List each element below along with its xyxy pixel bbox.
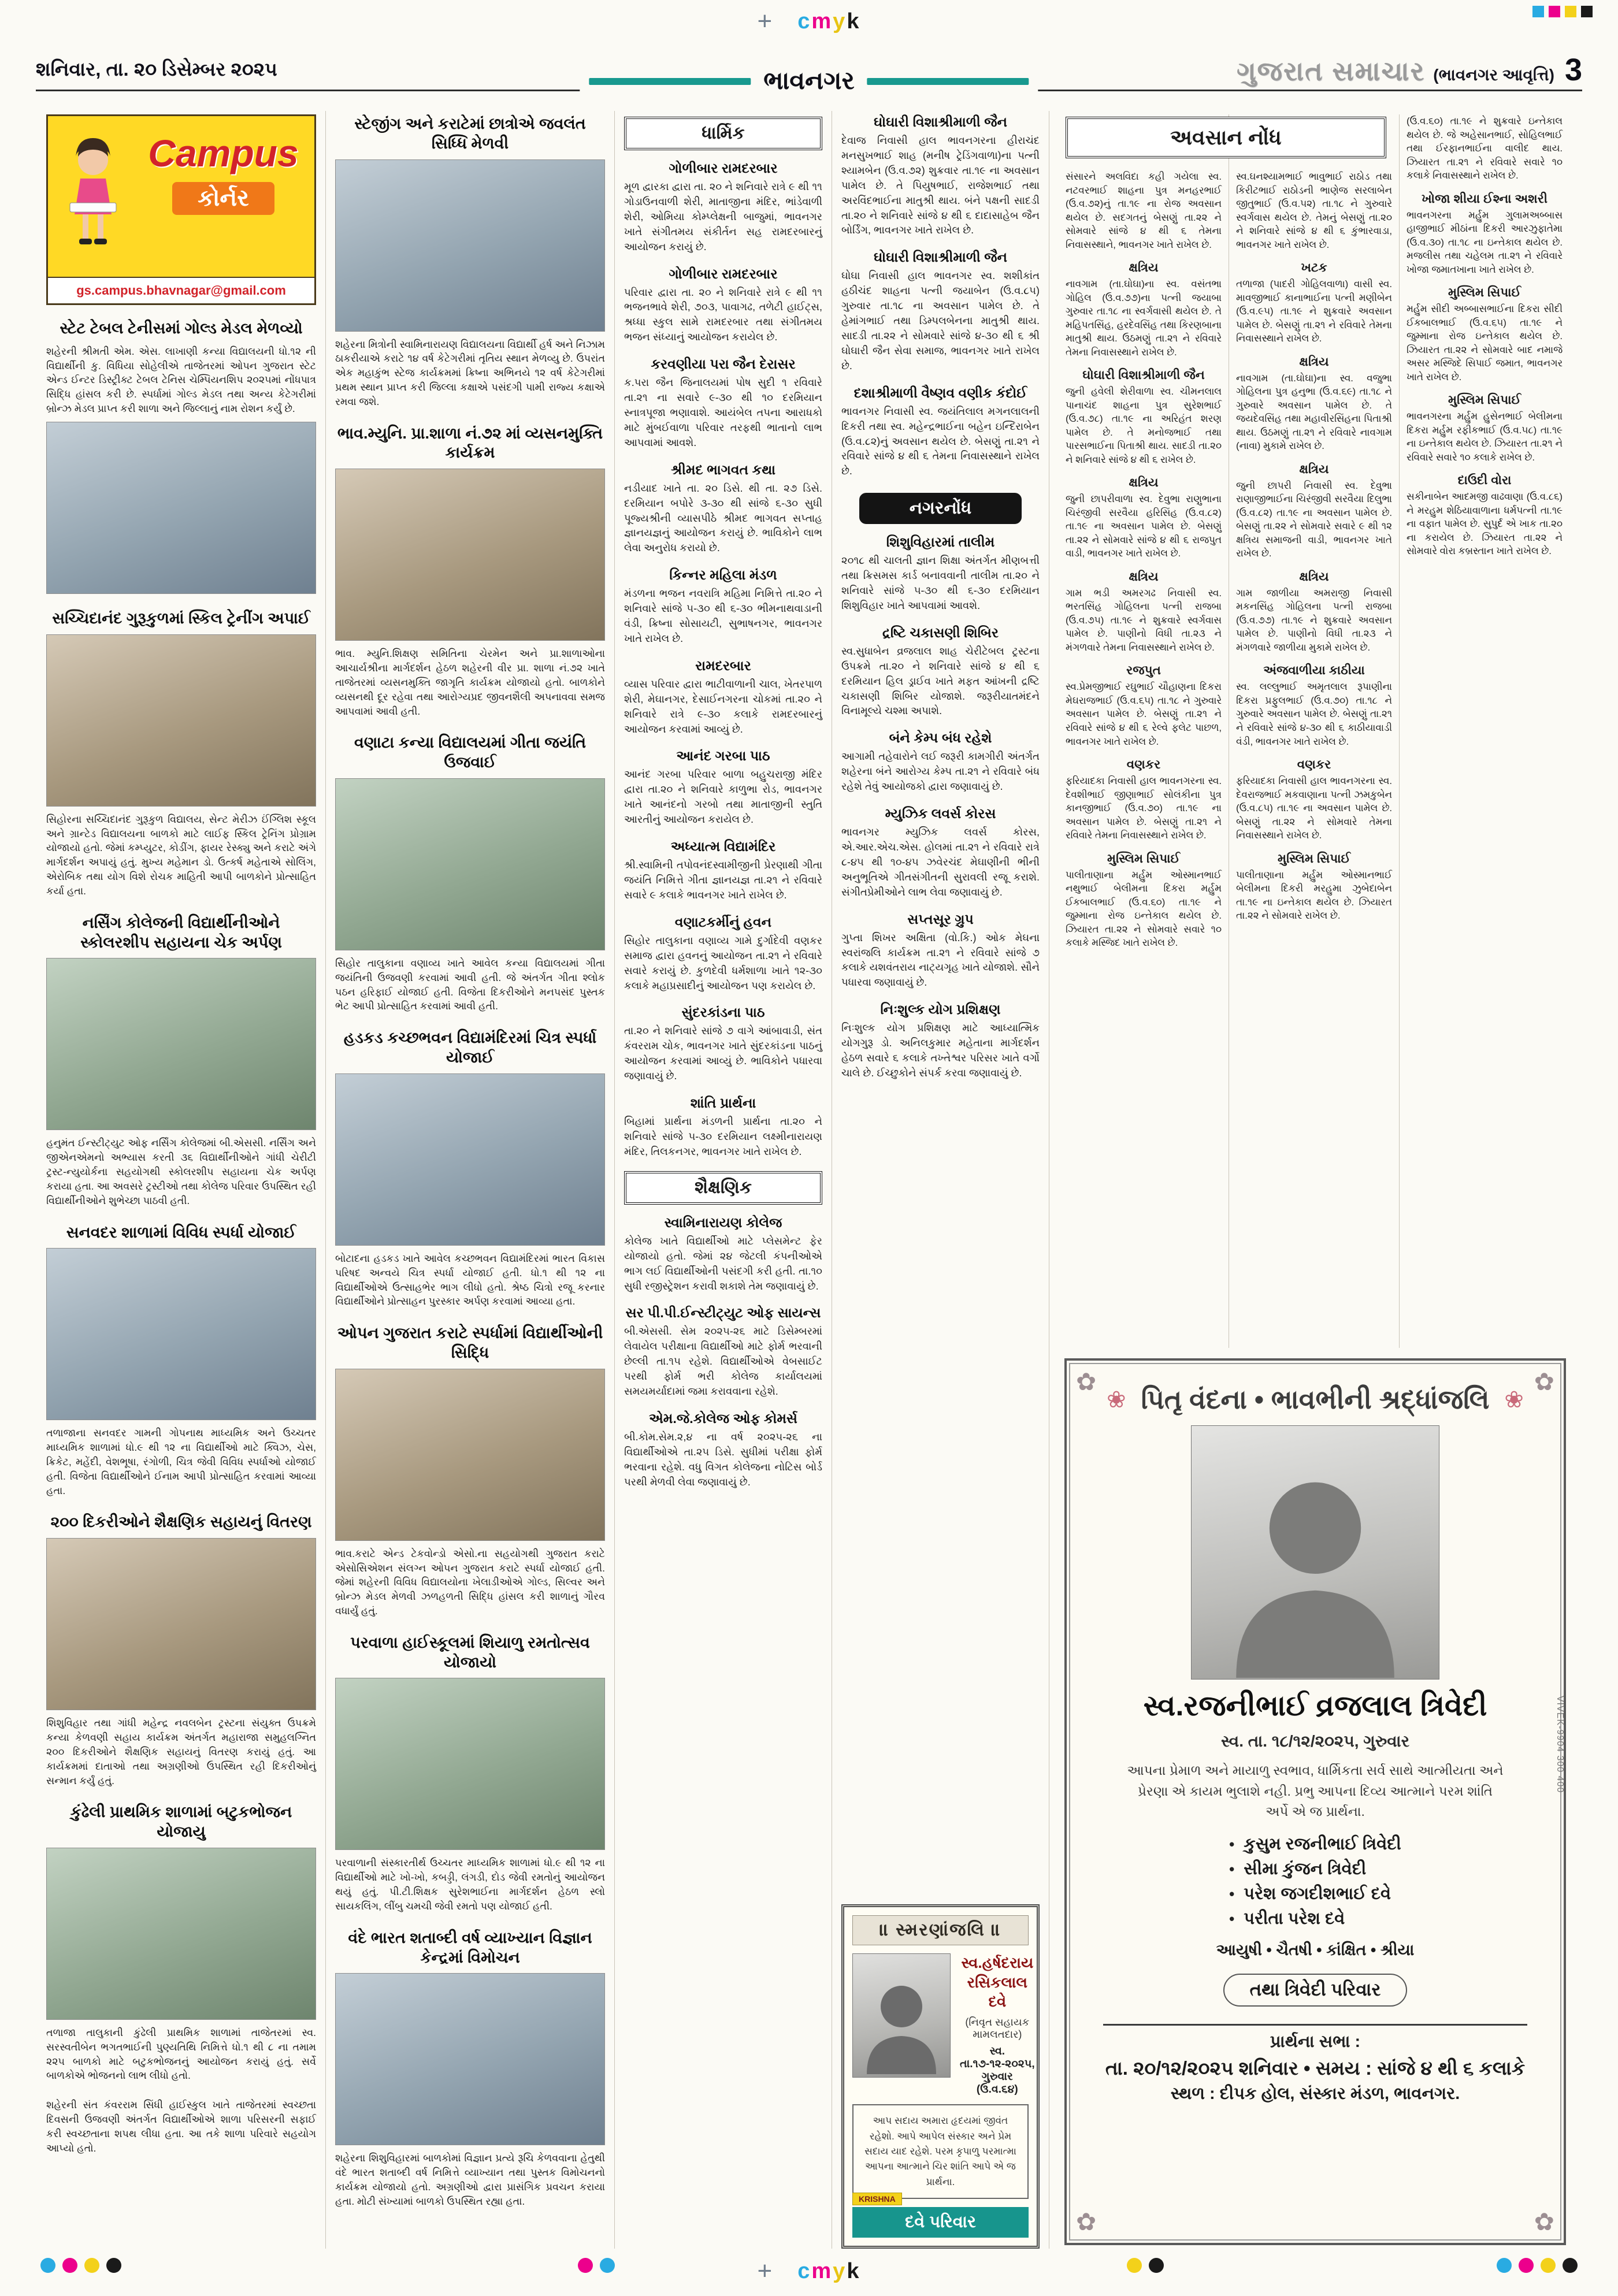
obituary-community: મુસ્લિમ સિપાઈ — [1277, 851, 1351, 865]
obituary-entry — [1236, 570, 1392, 655]
obituary-entry — [1236, 170, 1392, 251]
smaran-body — [852, 1953, 1035, 2096]
article — [46, 1803, 316, 2083]
obituary-entry — [1236, 261, 1392, 345]
obituary-entry — [1407, 393, 1563, 464]
campus-email-link[interactable]: gs.campus.bhavnagar@gmail.com — [48, 277, 314, 303]
news-item-body: ભાવનગર મ્યુઝિક લવર્સ કોરસ, એ.આર.એચ.એસ. હોલમાં તા.૨૧ ને રવિવારે રાત્રે ૮-૪૫ થી ૧૦-૪૫ ઝવેરચંદ મેઘાણીની ભીની અનુભૂતિએ ગીતસંગીતની સુરાવલી રજૂ કરાશે. સંગીતપ્રેમીઓને લાભ લેવા જણાવાયું છે. — [841, 826, 1040, 898]
cyan-dot — [1497, 2258, 1512, 2273]
portrait-silhouette-icon — [1211, 1448, 1419, 1679]
article — [46, 319, 316, 594]
news-item-body: બિહામાં પ્રાર્થના મંડળની પ્રાર્થના તા.૨૦ ને શનિવારે સાંજે ૫-૩૦ દરમિયાન લક્ષ્મીનારાયણ મંદિર, તિલકનગર, ભાવનગર ખાતે રાખેલ છે. — [624, 1116, 822, 1157]
obituary-body: નાવગામ (તા.ઘોઘા)ના સ્વ. વસંતભા ગોહિલ (ઉ.વ.૭૭)ના પત્ની જયાબા ગુરુવાર તા.૧૮ ના સ્વર્ગવાસી થયેલ છે. તે મહિપતસિંહ, હરદેવસિંહ તથા કિરણબાના માતુશ્રી થાય. ઉઠમણું તા.૨૧ ને રવિવારે તેમના નિવાસસ્થાને રાખેલ છે. — [1066, 278, 1222, 358]
article-photo — [46, 634, 316, 807]
obituary-community: વણકર — [1126, 757, 1161, 772]
smaran-title: ॥ સ્મરણાંજલિ ॥ — [852, 1915, 1029, 1945]
family-member — [1229, 1885, 1401, 1904]
cmyk-mark: cmyk — [797, 9, 861, 34]
obituary-body: સ્વ.ઘનશ્યામભાઈ ભાવુભાઈ રાઠોડ તથા કિરીટભાઈ રાઠોડની ભાણેજ સરલાબેન જીતુભાઈ (ઉ.વ.૫૨) તા.૧૮ ને ગુરુવારે સ્વર્ગવાસ થયેલ છે. તેમનું બેસણું તા.૨૦ ને શનિવારે સાંજે ૪ થી ૬ કુંભારવાડા, ભાવનગર ખાતે રાખેલ છે. — [1236, 171, 1392, 250]
news-item-body: દેવાજ નિવાસી હાલ ભાવનગરના હીરાચંદ મનસુખભાઈ શાહ (મનીષ ટ્રેડિંગવાળા)ના પત્ની શ્યામબેન (ઉ.વ.૭૨) શુક્રવાર તા.૧૯ ના અવસાન પામેલ છે. તે પિયુષભાઈ, રાજેશભાઈ તથા અરવિંદભાઈના માતુશ્રી થાય. બંને પક્ષની સાદડી તા.૨૦ ને શનિવારે સાંજે ૪ થી ૬ દાદાસાહેબ જૈન બોર્ડિંગ, ભાવનગર ખાતે રાખેલ છે. — [841, 135, 1040, 236]
news-item-heading: મ્યુઝિક લવર્સ કોરસ — [885, 806, 996, 822]
bullet-icon: • — [1229, 1860, 1235, 1878]
obituary-entry — [1236, 852, 1392, 923]
column-5 — [1049, 111, 1579, 2249]
shaikshanik-items — [624, 1215, 822, 1490]
black-dot — [1563, 2258, 1578, 2273]
color-calibration-squares — [1532, 6, 1593, 17]
news-item-body: વ્યાસ પરિવાર દ્વારા ભાટીવાળાની ચાલ, ખેતરપાળ શેરી, મેઘાનગર, દેસાઈનગરના ચોકમાં તા.૨૦ ને શનિવારે રાત્રે ૯-૩૦ કલાકે રામદરબારનું આયોજન કરવામાં આવ્યું છે. — [624, 678, 822, 735]
news-item-heading: બંને કેમ્પ બંધ રહેશે — [889, 730, 992, 746]
cyan-dot — [600, 2258, 615, 2273]
obituary-community: રજપુત — [1126, 663, 1161, 678]
obituary-community: મુસ્લિમ સિપાઈ — [1448, 285, 1521, 300]
news-item-body: સિહોર તાલુકાના વણાવ્ય ગામે દુર્ગાદેવી વણકર સમાજ દ્વારા હવનનું આયોજન તા.૨૧ ને રવિવારે સવારે કરાયું છે. કુળદેવી ધર્મશાળા ખાતે ૧૨-૩૦ કલાકે મહાપ્રસાદીનું આયોજન પણ કરાયેલ છે. — [624, 934, 822, 991]
news-item — [624, 748, 822, 827]
article — [335, 1028, 605, 1309]
family-member — [1229, 1860, 1401, 1879]
black-square — [1581, 6, 1593, 17]
registration-dots-mid-right — [1127, 2258, 1164, 2273]
obituary-community: અંજવાળીયા કાઠીયા — [1263, 663, 1365, 678]
registration-dots-right — [1497, 2258, 1578, 2273]
obituary-body: તળાજા (પાદરી ગોહિલવાળા) વાસી સ્વ. માવજીભાઈ કાનાભાઈના પત્ની મણીબેન (ઉ.વ.૯૫) તા.૧૯ ને શુક્રવારે અવસાન પામેલ છે. બેસણું તા.૨૧ ને રવિવારે તેમના નિવાસસ્થાને રાખેલ છે. — [1236, 278, 1392, 344]
article — [335, 1324, 605, 1618]
article — [46, 1513, 316, 1788]
obituary-entry — [1236, 663, 1392, 748]
deceased-name: સ્વ.હર્ષદરાય રસિકલાલ દવે — [961, 1953, 1034, 2011]
family-member — [1229, 1835, 1401, 1854]
article-headline: સચ્ચિદાનંદ ગુરૂકુળમાં સ્કિલ ટ્રેનીંગ અપાઈ — [52, 609, 310, 627]
obituary-body: ગામ જાળીયા અમરાજી નિવાસી મકનસિંહ ગોહિલના પત્ની રાજબા (ઉ.વ.૭૭) તા.૧૯ ને શુક્રવારે અવસાન પામેલ છે. પાણીનો વિધી તા.૨૩ ને મંગળવારે જાળીયા મુકામે રાખેલ છે. — [1236, 587, 1392, 653]
news-item — [841, 730, 1040, 794]
pitru-vandana-ad — [1064, 1358, 1566, 2245]
yellow-dot — [1127, 2258, 1142, 2273]
article-photo — [335, 1369, 605, 1541]
article-body: તળાજાના સનવદર ગામની ગોપનાથ માધ્યમિક અને ઉચ્ચતર માધ્યમિક શાળામાં ધો.૯ થી ૧૨ ના વિદ્યાર્થીઓ માટે ક્વિઝ, ચેસ, ક્રિકેટ, મહેંદી, વેશભૂષા, રંગોળી, ચિત્ર જેવી વિવિધ સ્પર્ધાઓ યોજાઈ હતી. વિજેતા વિદ્યાર્થીઓને ઈનામ આપી પ્રોત્સાહિત કરવામાં આવ્યા હતા. — [46, 1427, 316, 1496]
news-item-heading: સુંદરકાંડના પાઠ — [681, 1005, 765, 1020]
registration-dots-left — [40, 2258, 121, 2273]
article-headline: પરવાળા હાઈસ્કૂલમાં શિયાળુ રમતોત્સવ યોજાયો — [350, 1633, 590, 1671]
obituary-body: સંસારને અલવિદા કહી ગયેલા સ્વ. નટવરભાઈ શાહના પુત્ર મનહરભાઈ (ઉ.વ.૭૨)નું તા.૧૯ ના રોજ અવસાન થયેલ છે. સદગતનું બેસણું તા.૨૨ ને સોમવારે સાંજે ૪ થી ૬ તેમના નિવાસસ્થાને, ભાવનગર ખાતે રાખેલ છે. — [1066, 171, 1222, 250]
news-item-heading: શિશુવિહારમાં તાલીમ — [886, 534, 995, 550]
obituary-body: સ્વ.પ્રેમજીભાઈ રઘુભાઈ ચૌહાણના દિકરા મેઘરાજભાઈ (ઉ.વ.૬૫) તા.૧૮ ને ગુરુવારે અવસાન પામેલ છે. બેસણું તા.૨૧ ને રવિવારે સાંજે ૪ થી ૬ રેલ્વે ફલેટ પાછળ, ભાવનગર ખાતે રાખેલ છે. — [1066, 681, 1222, 747]
article-headline: ઓપન ગુજરાત કરાટે સ્પર્ધામાં વિદ્યાર્થીઓની સિદ્ધિ — [337, 1324, 603, 1361]
news-item-heading: ઘોઘારી વિશાશ્રીમાળી જૈન — [873, 114, 1008, 129]
deceased-name: સ્વ.રજનીભાઈ વ્રજલાલ ત્રિવેદી — [1143, 1689, 1487, 1722]
news-item — [624, 1411, 822, 1490]
flower-icon: ❀ — [1504, 1387, 1524, 1413]
bullet-icon: • — [1229, 1909, 1235, 1927]
obituary-entry — [1236, 462, 1392, 560]
obituary-entry — [1066, 170, 1222, 251]
news-item-heading: એમ.જે.કોલેજ ઓફ કોમર્સ — [649, 1410, 797, 1426]
magenta-dot — [578, 2258, 593, 2273]
obituary-community: ખટક — [1301, 261, 1327, 275]
dharmik-items — [624, 161, 822, 1160]
article-body: સિહોરના સચ્ચિદાનંદ ગુરૂકુળ વિદ્યાલય, સેન્ટ મેરીઝ ઈંગ્લિશ સ્કૂલ અને ગ્રાન્ટેડ વિદ્યાલયના બાળકો માટે લાઈફ સ્કિલ ટ્રેનિંગ પ્રોગ્રામ યોજાયો હતો. જેમાં કમ્પ્યુટર, કોડીંગ, ફાયર રેસ્ક્યુ અને કરાટે અંગે માર્ગદર્શન અપાયું હતું. મુખ્ય મહેમાન ડો. ઉત્કર્ષ મહેતાએ સોલિંગ, એરોબિક તથા યોગ વિશે રોચક માહિતી આપી બાળકોને પ્રોત્સાહિત કર્યા હતા. — [46, 813, 316, 897]
column-2-articles — [335, 114, 605, 2209]
article-headline: ભાવ.મ્યુનિ. પ્રા.શાળા નં.૭૨ માં વ્યસનમુક્તિ કાર્યક્રમ — [337, 424, 603, 462]
death-date: સ્વ. તા. ૧૮/૧૨/૨૦૨૫, ગુરુવાર — [1220, 1732, 1410, 1750]
article-body: શહેરના શિશુવિહારમાં બાળકોમાં વિજ્ઞાન પ્રત્યે રૂચિ કેળવવાના હેતુથી વંદે ભારત શતાબ્દી વર્ષ નિમિત્તે વ્યાખ્યાન તથા પુસ્તક વિમોચનનો કાર્યક્રમ યોજાયો હતો. અગ્રણીઓ દ્વારા પ્રાસંગિક પ્રવચન કરાયા હતા. મોટી સંખ્યામાં બાળકો ઉપસ્થિત રહ્યા હતા. — [335, 2152, 605, 2207]
news-item-heading: સર પી.પી.ઈન્સ્ટીટ્યુટ ઓફ સાયન્સ — [625, 1305, 821, 1321]
article-headline: ૨૦૦ દિકરીઓને શૈક્ષણિક સહાયનું વિતરણ — [50, 1513, 312, 1531]
edition-date: શનિવાર, તા. ૨૦ ડિસેમ્બર ૨૦૨૫ — [36, 58, 277, 80]
obituary-body: ભાવનગરના મર્હુમ હુસેનભાઈ બેલીમના દિકરા મર્હુમ રફીકભાઈ (ઉ.વ.૫૮) તા.૧૯ ના ઇન્તેકાલ થયેલ છે. ઝિયારત તા.૨૧ ને રવિવારે સવારે ૧૦ કલાકે રાખેલ છે. — [1407, 411, 1563, 463]
news-item-body: મંડળના ભજન નવરાત્રિ મહિમા નિમિત્તે તા.૨૦ ને શનિવારે સાંજે ૫-૩૦ થી ૬-૩૦ ભીમનાથવાડાની વંડી, ક્રિષ્ના સોસાયટી, સુભાષનગર, ભાવનગર ખાતે રાખેલ છે. — [624, 588, 822, 644]
obituary-entry — [1407, 285, 1563, 384]
news-item-body: નડીયાદ ખાતે તા. ૨૦ ડિસે. થી તા. ૨૭ ડિસે. દરમિયાન બપોરે ૩-૩૦ થી સાંજે ૬-૩૦ સુધી પૂજ્યશ્રીની વ્યાસપીઠે શ્રીમદ ભાગવત સપ્તાહ જ્ઞાનયજ્ઞનું આયોજન કરાયું છે. ભાવિકોને લાભ લેવા અનુરોધ કરાયો છે. — [624, 482, 822, 554]
family-name-band: દવે પરિવાર — [852, 2207, 1029, 2238]
section-header-dharmik: ધાર્મિક — [624, 117, 822, 150]
news-item-heading: દ્રષ્ટિ ચકાસણી શિબિર — [882, 625, 999, 640]
news-item-body: આનંદ ગરબા પરિવાર બાળા બહુચરાજી મંદિર દ્વારા તા.૨૦ ને શનિવારે કાળુભા રોડ, ભાવનગર ખાતે આનંદનો ગરબો તથા માતાજીની સ્તુતિ આરતીનું આયોજન કરાયેલ છે. — [624, 768, 822, 826]
article-body: પરવાળાની સંસ્કારતીર્થ ઉચ્ચતર માધ્યમિક શાળામાં ધો.૯ થી ૧૨ ના વિદ્યાર્થીઓ માટે ખો-ખો, કબડ્ડી, લંગડી, દોડ જેવી રમતોનું આયોજન થયું હતું. પી.ટી.શિક્ષક સુરેશભાઈના માર્ગદર્શન હેઠળ સ્લો સાયકલિંગ, લીંબુ ચમચી જેવી રમતો પણ યોજાઈ હતી. — [335, 1857, 605, 1912]
obituary-body: ફરિયાદકા નિવાસી હાલ ભાવનગરના સ્વ. દેવરાજભાઈ મકવાણાના પત્ની ઝમકુબેન (ઉ.વ.૮૫) તા.૧૯ ના અવસાન પામેલ છે. બેસણું તા.૨૨ ને સોમવારે તેમના નિવાસસ્થાને રાખેલ છે. — [1236, 775, 1392, 841]
news-item-body: બી.કોમ.સેમ.૨,૪ ના વર્ષ ૨૦૨૫-૨૬ ના વિદ્યાર્થીઓએ તા.૨૫ ડિસે. સુધીમાં પરીક્ષા ફોર્મ ભરવાના રહેશે. વધુ વિગત કોલેજના નોટિસ બોર્ડ પરથી મેળવી લેવા જણાવાયું છે. — [624, 1431, 822, 1488]
corner-flourish-icon: ✿ — [1076, 2208, 1097, 2235]
magenta-dot — [1519, 2258, 1534, 2273]
cmyk-mark: cmyk — [797, 2258, 861, 2283]
registration-plus-icon: + — [757, 2257, 773, 2285]
news-item-heading: સ્વામિનારાયણ કોલેજ — [664, 1214, 782, 1230]
news-item — [841, 912, 1040, 991]
smaran-info — [960, 1953, 1035, 2096]
campus-subtitle: કોર્નર — [172, 182, 274, 215]
family-member-name: સીમા કુંજન ત્રિવેદી — [1244, 1859, 1367, 1878]
article — [335, 1929, 605, 2209]
column-4 — [832, 111, 1049, 2249]
article — [46, 2098, 316, 2155]
avsan-nondh-section — [1059, 114, 1569, 1348]
news-item — [841, 534, 1040, 614]
news-item-heading: સપ્તસૂર ગ્રુપ — [907, 911, 974, 927]
obituary-community: ક્ષત્રિય — [1299, 462, 1329, 476]
article-photo — [46, 1538, 316, 1710]
yellow-dot — [84, 2258, 99, 2273]
news-item — [624, 1005, 822, 1084]
news-item-heading: કરવણીયા પરા જૈન દેરાસર — [651, 356, 796, 372]
city-name: ભાવનગર — [763, 67, 855, 95]
cyan-dot — [40, 2258, 55, 2273]
cyan-square — [1532, 6, 1544, 17]
news-item — [624, 915, 822, 994]
news-item — [624, 266, 822, 345]
article-photo — [335, 778, 605, 950]
obituary-body: નાવગામ (તા.ઘોઘા)ના સ્વ. વજુભા ગોહિલના પુત્ર હનુભા (ઉ.વ.૬૯) તા.૧૮ ને ગુરુવારે અવસાન પામેલ છે. તે જયદેવસિંહ તથા મહાવીરસિંહના પિતાશ્રી થાય. ઉઠમણું તા.૨૧ ને રવિવારે નાવગામ (નાવા) મુકામે રાખેલ છે. — [1236, 372, 1392, 452]
printer-brand-tag: KRISHNA — [852, 2193, 902, 2205]
article — [335, 1633, 605, 1914]
black-dot — [106, 2258, 121, 2273]
article-photo — [46, 422, 316, 594]
obituary-body: મર્હુમ સીદી અબ્બાસભાઈના દિકરા સીદી ઈકબાલભાઈ (ઉ.વ.૬૫) તા.૧૯ ને જુમ્માના રોજ ઇન્તેકાલ થયેલ છે. ઝિયારત તા.૨૨ ને સોમવારે બાદ નમાજે અસર મસ્જિદે સિપાઈ જમાત, ભાવનગર ખાતે રાખેલ છે. — [1407, 303, 1563, 382]
family-member-name: કુસુમ રજનીભાઈ ત્રિવેદી — [1244, 1834, 1401, 1853]
obituary-entry — [1066, 757, 1222, 842]
death-date: સ્વ. તા.૧૭-૧૨-૨૦૨૫, ગુરુવાર (ઉ.વ.૬૪) — [960, 2045, 1035, 2096]
news-item — [624, 1305, 822, 1399]
corner-flourish-icon: ✿ — [1076, 1368, 1097, 1395]
obituary-community: મુસ્લિમ સિપાઈ — [1448, 393, 1521, 407]
news-item-body: મૂળ દ્વારકા દ્વારા તા. ૨૦ ને શનિવારે રાત્રે ૯ થી ૧૧ ગોડાઉનવાળી શેરી, માતાજીના મંદિર, ભાંડેવાળી શેરી, ઓમિયા કોમ્પ્લેક્ષની બાજુમાં, ભાવનગર ખાતે સંગીતમય સંકીર્તન સહ રામદરબારનું આયોજન કરાયું છે. — [624, 181, 822, 252]
obituary-entry — [1066, 570, 1222, 655]
column-2 — [326, 111, 615, 2249]
news-item-body: ઘોઘા નિવાસી હાલ ભાવનગર સ્વ. શશીકાંત હઠીચંદ શાહના પત્ની જયાબેન (ઉ.વ.૮૫) ગુરુવાર તા.૧૮ ના અવસાન પામેલ છે. તે હેમાંગભાઈ તથા ડિમ્પલબેનના માતુશ્રી થાય. સાદડી તા.૨૨ ને સોમવારે સાંજે ૪-૩૦ થી ૬ શ્રી ઘોઘારી જૈન સેવા સમાજ, ભાવનગર ખાતે રાખેલ છે. — [841, 270, 1040, 371]
obituary-entry — [1066, 475, 1222, 560]
news-item — [841, 250, 1040, 373]
obituary-body: જુની છાપરીવાળા સ્વ. દેવુભા રાણુભાના ચિરંજીવી સરવૈયા હરિસિંહ (ઉ.વ.૮૨) તા.૧૯ ના અવસાન પામેલ છે. બેસણું તા.૨૨ ને સોમવારે સાંજે ૪ થી ૬ રાજપુત વાડી, ભાવનગર ખાતે રાખેલ છે. — [1066, 493, 1222, 559]
news-item-body: તા.૨૦ ને શનિવારે સાંજે ૭ વાગે આંબાવાડી, સંત કંવરરામ ચોક, ભાવનગર ખાતે સુંદરકાંડના પાઠનું આયોજન કરવામાં આવ્યું છે. ભાવિકોને પધારવા જણાવાયું છે. — [624, 1025, 822, 1082]
article — [46, 609, 316, 898]
column-3 — [615, 111, 832, 2249]
obituary-community: ક્ષત્રિય — [1299, 569, 1329, 584]
campus-brand: Campus — [148, 132, 299, 174]
family-members-list — [1229, 1835, 1401, 1929]
advert-code: VIVEK-9904 300 400 — [1555, 1696, 1565, 1793]
prayer-datetime: તા. ૨૦/૧૨/૨૦૨૫ શનિવાર • સમય : સાંજે ૪ થી ૬ કલાકે — [1105, 2057, 1526, 2079]
family-member-name: પરેશ જગદીશભાઈ દવે — [1244, 1884, 1391, 1903]
news-item-heading: ઘોઘારી વિશાશ્રીમાળી જૈન — [873, 250, 1008, 265]
pitru-title-row — [1107, 1384, 1524, 1416]
deceased-photo — [852, 1953, 951, 2078]
obituary-community: મુસ્લિમ સિપાઈ — [1107, 851, 1181, 865]
obituary-body: ફરિયાદકા નિવાસી હાલ ભાવનગરના સ્વ. દેવશીભાઈ જીણાભાઈ સોલંકીના પુત્ર કાનજીભાઈ (ઉ.વ.૭૦) તા.૧૯ ના અવસાન પામેલ છે. બેસણું તા.૨૧ ને રવિવારે તેમના નિવાસસ્થાને રાખેલ છે. — [1066, 775, 1222, 841]
article-photo — [335, 1973, 605, 2145]
news-item-body: નિઃશુલ્ક યોગ પ્રશિક્ષણ માટે આધ્યાત્મિક યોગગુરૂ ડો. અનિલકુમાર મહેતાના માર્ગદર્શન હેઠળ સવારે ૬ કલાકે તખ્તેશ્વર પરિસર ખાતે વર્ગો ચાલે છે. ઈચ્છુકોને સંપર્ક કરવા જણાવાયું છે. — [841, 1022, 1040, 1079]
news-item-body: બી.એસસી. સેમ ૨૦૨૫-૨૬ માટે ડિસેમ્બરમાં લેવાયેલ પરીક્ષાના વિદ્યાર્થીઓ માટે ફોર્મ ભરવાની છેલ્લી તા.૧૫ રહેશે. વિદ્યાર્થીઓએ વેબસાઈટ પરથી ફોર્મ ભરી કોલેજ કાર્યાલયમાં સમયમર્યાદામાં જમા કરાવવાના રહેશે. — [624, 1325, 822, 1398]
masthead-area — [1237, 52, 1582, 88]
section-header-avsan-nondh: અવસાન નોંધ — [1066, 117, 1386, 158]
news-item-body: શ્રી.સ્વામિની તપોવનંદસ્વામીજીની પ્રેરણાથી ગીતા જયંતિ નિમિત્તે ગીતા જ્ઞાનયજ્ઞ તા.૨૧ ને રવિવારે સવારે ૯ કલાકે ભાવનગર ખાતે રાખેલ છે. — [624, 859, 822, 901]
teal-rule-right — [867, 78, 1029, 85]
article-body: બોટાદના હડકડ ખાતે આવેલ કચ્છભવન વિદ્યામંદિરમાં ભારત વિકાસ પરિષદ અન્વયે ચિત્ર સ્પર્ધા યોજાઈ હતી. ધો.૧ થી ૧૨ ના વિદ્યાર્થીઓએ ઉત્સાહભેર ભાગ લીધો હતો. શ્રેષ્ઠ ચિત્રો રજૂ કરનાર વિદ્યાર્થીઓને પ્રોત્સાહન પુરસ્કાર અર્પણ કરવામાં આવ્યા હતા. — [335, 1252, 605, 1307]
campus-corner-ad — [46, 114, 316, 305]
obituary-entry — [1407, 114, 1563, 183]
column-1 — [37, 111, 326, 2249]
cartoon-girl-illustration — [53, 133, 133, 249]
magenta-square — [1549, 6, 1560, 17]
article-headline: સ્ટેટ ટેબલ ટેનીસમાં ગોલ્ડ મેડલ મેળવ્યો — [60, 319, 303, 337]
bottom-print-marks — [758, 2257, 861, 2286]
obituary-body: સ્વ. લલ્લુભાઈ અમૃતલાલ રૂપાણીના દિકરા પ્રફુલભાઈ (ઉ.વ.૭૦) તા.૧૮ ને ગુરુવારે અવસાન પામેલ છે. બેસણું તા.૨૧ ને રવિવારે સાંજે ૪-૩૦ થી ૬ કાઠીયાવાડી વંડી, ભાવનગર ખાતે રાખેલ છે. — [1236, 681, 1392, 747]
bullet-icon: • — [1229, 1835, 1235, 1853]
news-item — [624, 658, 822, 737]
article — [46, 913, 316, 1208]
news-item-body: કોલેજ ખાતે વિદ્યાર્થીઓ માટે પ્લેસમેન્ટ ફેર યોજાયો હતો. જેમાં ૨૪ જેટલી કંપનીઓએ ભાગ લઈ વિદ્યાર્થીઓની પસંદગી કરી હતી. તા.૧૦ સુધી રજીસ્ટ્રેશન કરાવી શકાશે તેમ જણાવાયું છે. — [624, 1235, 822, 1292]
article-body: તળાજા તાલુકાની કુંઢેલી પ્રાથમિક શાળામાં તાજેતરમાં સ્વ. સરસ્વતીબેન ભગતભાઈની પુણ્યતિથિ નિમિત્તે ધો.૧ થી ૮ ના તમામ ૨૨૫ બાળકો માટે બટુકભોજનનું આયોજન કરાયું હતું. સર્વે બાળકોએ ભોજનનો લાભ લીધો હતો. — [46, 2026, 316, 2082]
obituary-entry — [1066, 663, 1222, 748]
column-1-articles — [46, 319, 316, 2156]
obituary-community: ખોજા શીયા ઈશ્ના અશરી — [1421, 191, 1548, 206]
prayer-label: પ્રાર્થના સભા : — [1270, 2032, 1361, 2051]
prayer-venue: સ્થળ : દીપક હોલ, સંસ્કાર મંડળ, ભાવનગર. — [1170, 2084, 1460, 2103]
article-photo — [46, 1248, 316, 1420]
family-suffix: તથા ત્રિવેદી પરિવાર — [1223, 1974, 1408, 2007]
obituary-body: જુની હવેલી શેરીવાળા સ્વ. ચીમનલાલ પાનાચંદ શાહના પુત્ર સુરેશભાઈ (ઉ.વ.૭૮) તા.૧૯ ના અરિહંત શરણ પામેલ છે. તે મનોજભાઈ તથા પારસભાઈના પિતાશ્રી થાય. સાદડી તા.૨૦ ને શનિવારે સાંજે ૪ થી ૬ રાખેલ છે. — [1066, 386, 1222, 465]
news-item — [841, 1002, 1040, 1081]
news-item-heading: અધ્યાત્મ વિદ્યામંદિર — [670, 839, 776, 855]
top-print-marks — [758, 7, 861, 36]
news-item — [624, 1215, 822, 1294]
grandchildren-line: આયુષી • ચૈતષી • કાંક્ષિત • શ્રીયા — [1216, 1941, 1415, 1959]
article-photo — [46, 1848, 316, 2020]
news-item — [841, 806, 1040, 900]
news-item — [624, 839, 822, 903]
article-headline: સ્ટેજીંગ અને કરાટેમાં છાત્રોએ જવલંત સિધ્ધિ મેળવી — [354, 115, 586, 152]
obituary-body: સકીનાબેન આદમજી વાઢવાણા (ઉ.વ.૮૬) ને મરહુમ શેઠિયાવાળાના ધર્મપત્ની તા.૧૯ ના વફાત પામેલ છે. સુપુર્દ એ ખાક તા.૨૦ ના કરાયેલ છે. ઝિયારત તા.૨૨ ને સોમવારે વોરા કબ્રસ્તાન ખાતે રાખેલ છે. — [1407, 491, 1563, 557]
pitru-title: પિતૃ વંદના • ભાવભીની શ્રદ્ધાંજલિ — [1141, 1384, 1490, 1414]
article-body: શહેરના મિત્રોની સ્વામિનારાયણ વિદ્યાલયના વિદ્યાર્થી હર્ષ અને નિઝામ ઠાકરીયાએ કરાટે ૧૪ વર્ષ કેટેગરીમાં તૃતિય સ્થાન મેળવ્યુ છે. ઉપરાંત એક મહાકુંભ સ્ટેજ કાર્યક્રમમાં ક્રિષ્ના અભિનયે ૧૨ વર્ષ કેટેગરીમાં પ્રથમ સ્થાન પ્રાપ્ત કરી જિલ્લા કક્ષાએ પસંદગી પામી રાજ્ય કક્ષાએ રમવા જશે. — [335, 338, 605, 407]
obituary-body: (ઉ.વ.૬૦) તા.૧૯ ને શુક્રવારે ઇન્તેકાલ થયેલ છે. જે અહેસાનભાઈ, સોહિલભાઈ તથા ઈરફાનભાઈના વાલીદ થાય. ઝિયારત તા.૨૧ ને રવિવારે સવારે ૧૦ કલાકે નિવાસસ્થાને રાખેલ છે. — [1407, 116, 1563, 181]
teal-rule-left — [589, 78, 751, 85]
avsan-column-b — [1229, 114, 1399, 1348]
obituary-entry — [1236, 355, 1392, 453]
avsan-column-a — [1059, 114, 1229, 1348]
news-item-body: સ્વ.સુધાબેન વ્રજલાલ શાહ ચેરીટેબલ ટ્રસ્ટના ઉપક્રમે તા.૨૦ ને શનિવારે સાંજે ૪ થી ૬ દરમિયાન હિલ ડ્રાઈવ ખાતે મફત આંખની દ્રષ્ટિ ચકાસણી શિબિર યોજાશે. જરૂરીયાતમંદને વિનામૂલ્યે ચશ્મા અપાશે. — [841, 645, 1040, 717]
article-headline: નર્સિંગ કોલેજની વિદ્યાર્થીનીઓને સ્કોલરશીપ સહાયના ચેક અર્પણ — [80, 913, 282, 951]
obituary-community: ઘોઘારી વિશાશ્રીમાળી જૈન — [1082, 368, 1205, 382]
news-item — [624, 161, 822, 255]
obituary-entry — [1407, 473, 1563, 558]
article-headline: કુંઢેલી પ્રાથમિક શાળામાં બટુકભોજન યોજાયુ — [70, 1803, 292, 1841]
obituary-body: ભાવનગરના મર્હુમ ગુલામઅબ્બાસ હાજીભાઈ મીઠાંના દિકરી આરઝુફાતેમા (ઉ.વ.૩૦) તા.૧૮ ના ઇન્તેકાલ થયેલ છે. મજલીસ તથા ચહેલમ તા.૨૧ ને રવિવારે ખોજા જમાતખાના ખાતે રાખેલ છે. — [1407, 209, 1563, 275]
obituary-community: ક્ષત્રિય — [1299, 354, 1329, 369]
registration-plus-icon: + — [757, 7, 773, 35]
article-body: સિહોર તાલુકાના વણાવ્ય ખાતે આવેલ કન્યા વિદ્યાલયમાં ગીતા જયંતિની ઉજવણી કરવામાં આવી હતી. જે અંતર્ગત ગીતા શ્લોક પઠન હરિફાઈ યોજાઈ હતી. વિજેતા દિકરીઓને મનપસંદ પુસ્તક ભેટ આપી પ્રોત્સાહિત કરવામાં આવી હતી. — [335, 957, 605, 1012]
corner-flourish-icon: ✿ — [1534, 1368, 1554, 1395]
yellow-dot — [1541, 2258, 1556, 2273]
news-item-heading: દશાશ્રીમાળી વૈષ્ણવ વણીક કંદોઈ — [853, 385, 1027, 400]
family-member — [1229, 1909, 1401, 1929]
obituary-entry — [1066, 852, 1222, 950]
article — [46, 1223, 316, 1498]
news-item-heading: રામદરબાર — [695, 657, 751, 673]
article-headline: હડકડ કચ્છભવન વિદ્યામંદિરમાં ચિત્ર સ્પર્ધા યોજાઈ — [343, 1029, 597, 1067]
news-item — [624, 356, 822, 451]
article-headline: સનવદર શાળામાં વિવિધ સ્પર્ધા યોજાઈ — [66, 1223, 296, 1241]
article-body: શહેરની શ્રીમતી એમ. એસ. લાખાણી કન્યા વિદ્યાલયની ધો.૧૨ ની વિદ્યાર્થીની કુ. વિધિયા સોહેલીએ તાજેતરમાં ઓપન ગુજરાત સ્ટેટ એન્ડ ઈન્ટર ડિસ્ટ્રીક્ટ ટેબલ ટેનિસ ચેમ્પિયનશિપ ૨૦૨૫માં નોંધપાત્ર સિદ્ધિ હાંસલ કરી છે. સ્પર્ધામાં ગોલ્ડ મેડલ તથા અન્ય કેટેગરીમાં બ્રોન્ઝ મેડલ પ્રાપ્ત કરી શાળા અને જિલ્લાનું નામ રોશન કર્યું છે. — [46, 345, 316, 415]
city-banner — [580, 67, 1038, 95]
nagarnondh-items — [841, 534, 1040, 1093]
news-item-heading: શ્રીમદ ભાગવત કથા — [671, 462, 775, 477]
prayer-meeting-band — [1103, 2024, 1527, 2104]
yellow-square — [1565, 6, 1576, 17]
bullet-icon: • — [1229, 1885, 1235, 1903]
page-number: 3 — [1564, 52, 1582, 87]
smaran-message: આપ સદાય અમારા હૃદયમાં જીવંત રહેશો. આપે આપેલ સંસ્કાર અને પ્રેમ સદાય યાદ રહેશે. પરમ કૃપાળુ પરમાત્મા આપના આત્માને ચિર શાંતિ આપે એ જ પ્રાર્થના. — [852, 2104, 1029, 2199]
deceased-designation: (નિવૃત સહાયક મામલતદાર) — [965, 2016, 1030, 2041]
news-item-heading: વણાટકર્મીનું હવન — [674, 914, 772, 930]
article-body: ભાવ. મ્યુનિ.શિક્ષણ સમિતિના ચેરમેન અને પ્રા.શાળાઓના આચાર્યશ્રીના માર્ગદર્શન હેઠળ શહેરની વીર પ્રા. શાળા નં.૭૨ ખાતે તાજેતરમાં વ્યસનમુક્તિ જાગૃતિ કાર્યક્રમ યોજાયો હતો. બાળકોને વ્યસનથી દૂર રહેવા તથા આરોગ્યપ્રદ જીવનશૈલી અપનાવવા સમજ આપવામાં આવી હતી. — [335, 648, 605, 717]
article-headline: વંદે ભારત શતાબ્દી વર્ષ વ્યાખ્યાન વિજ્ઞાન કેન્દ્રમાં વિમોચન — [348, 1929, 592, 1966]
obituary-body: ગામ ભડી અમરગઢ નિવાસી સ્વ. ભરતસિંહ ગોહિલના પત્ની રાજબા (ઉ.વ.૭૫) તા.૧૯ ને શુક્રવારે સ્વર્ગવાસ પામેલ છે. પાણીનો વિધી તા.૨૩ ને મંગળવારે તેમના નિવાસસ્થાને રાખેલ છે. — [1066, 587, 1222, 653]
portrait-silhouette-icon — [858, 1967, 945, 2077]
masthead: ગુજરાત સમાચાર — [1236, 55, 1426, 86]
news-item — [841, 114, 1040, 238]
obituary-body: પાલીતાણાના મર્હુમ ઓસ્માનભાઈ નથુભાઈ બેલીમના દિકરા મર્હુમ ઈકબાલભાઈ (ઉ.વ.૬૦) તા.૧૯ ને જુમ્માના રોજ ઇન્તેકાલ થયેલ છે. ઝિયારત તા.૨૨ ને સોમવારે સવારે ૧૦ કલાકે મસ્જિદ ખાતે રાખેલ છે. — [1066, 869, 1222, 949]
news-item — [624, 1095, 822, 1160]
obituary-entry — [1066, 368, 1222, 466]
news-item-body: ભાવનગર નિવાસી સ્વ. જયંતિલાલ મગનલાલની દિકરી તથા સ્વ. મહેન્દ્રભાઈના બહેન ઇન્દિરાબેન (ઉ.વ.૮૨)નું અવસાન થયેલ છે. બેસણું તા.૨૧ ને રવિવારે સાંજે ૪ થી ૬ તેમના નિવાસસ્થાને રાખેલ છે. — [841, 405, 1040, 477]
obituary-community: વણકર — [1297, 757, 1331, 772]
edition-label: (ભાવનગર આવૃત્તિ) — [1433, 65, 1554, 84]
obituary-entry — [1066, 261, 1222, 359]
obituary-community: ક્ષત્રિય — [1129, 475, 1159, 490]
registration-dots-mid-left — [578, 2258, 615, 2273]
news-item-heading: કિન્નર મહિલા મંડળ — [669, 567, 777, 583]
article — [335, 733, 605, 1013]
article-body: ભાવ.કરાટે એન્ડ ટેકવોન્ડો એસો.ના સહયોગથી ગુજરાત કરાટે એસોસિએશન સંલગ્ન ઓપન ગુજરાત કરાટે સ્પર્ધા યોજાઈ હતી. જેમાં શહેરની વિવિધ વિદ્યાલયોના ખેલાડીઓએ ગોલ્ડ, સિલ્વર અને બ્રોન્ઝ મેડલ મેળવી ઝળહળતી સિદ્ધિ હાંસલ કરી શાળાનું ગૌરવ વધાર્યું હતું. — [335, 1547, 605, 1617]
article-photo — [335, 469, 605, 641]
news-item — [624, 567, 822, 647]
article-headline: વણાટા કન્યા વિદ્યાલયમાં ગીતા જયંતિ ઉજવાઈ — [354, 734, 587, 771]
news-item-heading: ગોળીબાર રામદરબાર — [669, 266, 778, 281]
obituary-body: જુની છાપરી નિવાસી સ્વ. દેવુભા રાણાજીભાઈના ચિરંજીવી સરવૈયા દિલુભા (ઉ.વ.૮૨) તા.૧૯ ના અવસાન પામેલ છે. બેસણું તા.૨૨ ને સોમવારે સવારે ૯ થી ૧૨ ક્ષત્રિય સમાજની વાડી, ભાવનગર ખાતે રાખેલ છે. — [1236, 480, 1392, 559]
obituary-entry — [1236, 757, 1392, 842]
obituary-community: દાઉદી વોરા — [1457, 473, 1512, 488]
obituary-entry — [1407, 192, 1563, 277]
article-photo — [335, 1678, 605, 1850]
magenta-dot — [62, 2258, 77, 2273]
tribute-message: આપના પ્રેમાળ અને માયાળુ સ્વભાવ, ધાર્મિકતા સર્વ સાથે આત્મીયતા અને પ્રેરણા એ કાયમ ભુલાશે નહી. પ્રભુ આપના દિવ્ય આત્માને પરમ શાંતિ અર્પે એ જ પ્રાર્થના. — [1127, 1763, 1504, 1819]
news-item-body: પરિવાર દ્વારા તા. ૨૦ ને શનિવારે રાત્રે ૯ થી ૧૧ ભજનભાવે શેરી, ૭૦૩, પાવાગઢ, તળેટી હાઈટ્સ, શ્રધ્ધા સ્કુલ સામે રામદરબાર તથા સંગીતમય ભજન સંધ્યાનું આયોજન કરાયેલ છે. — [624, 286, 822, 343]
news-item-body: ક.પરા જૈન જિનાલયમાં પોષ સુદી ૧ રવિવારે તા.૨૧ ના સવારે ૯-૩૦ થી ૧૦ દરમિયાન સ્નાત્રપૂજા ભણાવાશે. આયંબેલ તપના આરાધકો માટે મુંબઈવાળા પરિવાર તરફથી ભાતાનો લાભ આપવામાં આવશે. — [624, 377, 822, 448]
article — [335, 114, 605, 409]
news-item-heading: આનંદ ગરબા પાઠ — [676, 748, 770, 764]
news-item-heading: ગોળીબાર રામદરબાર — [669, 161, 778, 176]
community-obituary-items — [841, 114, 1040, 491]
news-item — [624, 462, 822, 556]
article-body: શિશુવિહાર તથા ગાંધી મહેન્દ્ર નવલબેન ટ્રસ્ટના સંયુક્ત ઉપક્રમે કન્યા કેળવણી સહાય કાર્યક્રમ અંતર્ગત મહારાજા સમુહલગ્નિત ૨૦૦ દિકરીઓને શૈક્ષણિક સહાયનું વિતરણ કરાયું હતું. આ કાર્યક્રમમાં દાતાઓ તથા અગ્રણીઓ ઉપસ્થિત રહી દિકરીઓનું સન્માન કર્યું હતું. — [46, 1717, 316, 1786]
section-header-nagarnondh: નગરનોંધ — [859, 493, 1022, 524]
corner-flourish-icon: ✿ — [1534, 2208, 1554, 2235]
family-member-name: પરીતા પરેશ દવે — [1244, 1909, 1345, 1928]
content-grid — [37, 111, 1581, 2249]
news-item-body: ગુપ્તા શિખર અક્ષિતા (વો.કિ.) ઓક મેઘના સ્વરાંજલિ કાર્યક્રમ તા.૨૧ ને રવિવારે સાંજે ૭ કલાકે યશવંતરાય નાટ્યગૃહ ખાતે યોજાશે. સૌને પધારવા જણાવાયું છે. — [841, 931, 1040, 989]
article — [335, 424, 605, 719]
news-item — [841, 625, 1040, 719]
black-dot — [1149, 2258, 1164, 2273]
article-photo — [46, 958, 316, 1130]
news-item-heading: શાંતિ પ્રાર્થના — [690, 1095, 756, 1111]
news-item-heading: નિઃશુલ્ક યોગ પ્રશિક્ષણ — [880, 1002, 1001, 1017]
deceased-portrait-photo — [1191, 1425, 1439, 1680]
section-header-shaikshanik: શૈક્ષણિક — [624, 1171, 822, 1205]
avsan-column-c — [1399, 114, 1569, 1348]
flower-icon: ❀ — [1107, 1387, 1126, 1413]
article-body: હનુમંત ઈન્સ્ટીટ્યુટ ઓફ નર્સિંગ કોલેજમાં બી.એસસી. નર્સિંગ અને જીએનએમનો અભ્યાસ કરતી ૩૬ વિદ્યાર્થીનીઓને ગાંધી ચેરીટી ટ્રસ્ટ-ન્યુયોર્કના સહયોગથી સ્કોલરશીપ સહાયના ચેક અર્પણ કરાયા હતા. આ અવસરે ટ્રસ્ટીઓ તથા કોલેજ પરિવાર ઉપસ્થિત રહી વિદ્યાર્થીનીઓને શુભેચ્છા પાઠવી હતી. — [46, 1137, 316, 1206]
obituary-body: પાલીતાણાના મર્હુમ ઓસ્માનભાઈ બેલીમના દિકરી મરહુમા ઝુબેદાબેન તા.૧૯ ના ઇન્તેકાલ થયેલ છે. ઝિયારત તા.૨૨ ને સોમવારે રાખેલ છે. — [1236, 869, 1392, 922]
news-item — [841, 385, 1040, 480]
obituary-community: ક્ષત્રિય — [1129, 261, 1159, 275]
article-body: શહેરની સંત કંવરરામ સિંધી હાઈસ્કુલ ખાતે તાજેતરમાં સ્વચ્છતા દિવસની ઉજવણી અંતર્ગત વિદ્યાર્થીઓએ શાળા પરિસરની સફાઈ કરી સ્વચ્છતાના શપથ લીધા હતા. આ તકે શાળા પરિવારે સહયોગ આપ્યો હતો. — [46, 2099, 316, 2154]
news-item-body: આગામી તહેવારોને લઈ જરૂરી કામગીરી અંતર્ગત શહેરના બંને આરોગ્ય કેમ્પ તા.૨૧ ને રવિવારે બંધ રહેશે તેવું આયોજકો દ્વારા જણાવાયું છે. — [841, 751, 1040, 793]
smarananjali-ad — [841, 1904, 1040, 2249]
article-photo — [335, 159, 605, 332]
news-item-body: ૨૦૧૮ થી ચાલતી જ્ઞાન શિક્ષા અંતર્ગત મીણબત્તી તથા ક્રિસમસ કાર્ડ બનાવવાની તાલીમ તા.૨૦ ને શનિવારે સાંજે ૫-૩૦ થી ૬-૩૦ દરમિયાન શિશુવિહાર ખાતે આપવામાં આવશે. — [841, 555, 1040, 611]
obituary-community: ક્ષત્રિય — [1129, 569, 1159, 584]
article-photo — [335, 1073, 605, 1246]
